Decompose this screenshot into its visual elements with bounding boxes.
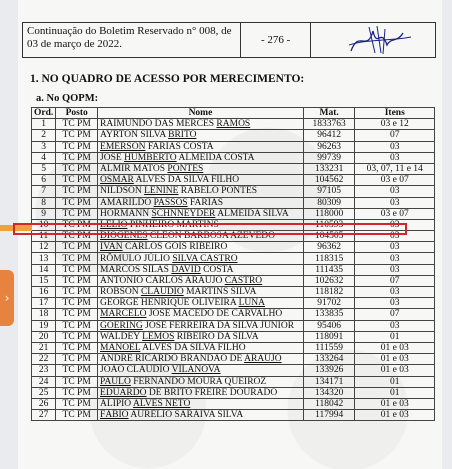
cell-mat: 118042: [303, 398, 355, 409]
cell-mat: 97105: [303, 186, 355, 197]
header-ord: Ord.: [32, 108, 56, 119]
cell-ord: 17: [32, 298, 56, 309]
cell-mat: 96362: [303, 242, 355, 253]
cell-ord: 12: [32, 242, 56, 253]
name-war-name: DAVID: [171, 264, 201, 275]
document-page: [18, 0, 442, 469]
cell-posto: TC PM: [56, 376, 98, 387]
name-part: ANTONIO CARLOS ARAÚJO: [100, 275, 225, 286]
name-part: ALÍPIO: [100, 398, 134, 409]
cell-mat: 91702: [303, 298, 355, 309]
cell-posto: TC PM: [56, 253, 98, 264]
cell-nome: [98, 197, 304, 208]
table-row: [32, 410, 435, 421]
cell-itens: 07: [355, 309, 435, 320]
cell-ord: 10: [32, 219, 56, 230]
header-mat: Mat.: [303, 108, 355, 119]
cell-posto: TC PM: [56, 264, 98, 275]
table-row: [32, 264, 435, 275]
name-part: FARIAS COSTA: [145, 141, 214, 152]
name-part: JOSÉ FERREIRA DA SILVA JÚNIOR: [142, 320, 295, 331]
name-part: PINHEIRO MARTINS: [127, 219, 219, 230]
cell-nome: [98, 398, 304, 409]
table-row: [32, 186, 435, 197]
cell-mat: 133231: [303, 163, 355, 174]
table-row: [32, 219, 435, 230]
name-part: MARCOS SILAS: [100, 264, 172, 275]
name-part: HORMANN: [100, 208, 152, 219]
name-war-name: SILVA CASTRO: [172, 253, 238, 264]
cell-mat: 1833763: [303, 119, 355, 130]
name-part: RIBEIRO DA SILVA: [174, 331, 259, 342]
cell-mat: 102632: [303, 275, 355, 286]
page-number: - 276 -: [241, 23, 311, 57]
cell-mat: 80309: [303, 197, 355, 208]
name-part: GEORGE HENRIQUE OLIVEIRA: [100, 298, 239, 309]
table-row: [32, 287, 435, 298]
cell-itens: 01 e 03: [355, 354, 435, 365]
table-row: [32, 242, 435, 253]
cell-mat: 118182: [303, 287, 355, 298]
cell-ord: 11: [32, 231, 56, 242]
cell-itens: 03 e 07: [355, 208, 435, 219]
cell-nome: [98, 119, 304, 130]
cell-ord: 8: [32, 197, 56, 208]
cell-nome: [98, 152, 304, 163]
name-part: MARTINS SILVA: [183, 287, 257, 298]
cell-mat: 110593: [303, 219, 355, 230]
cell-nome: [98, 365, 304, 376]
cell-itens: 03 e 12: [355, 119, 435, 130]
cell-posto: TC PM: [56, 152, 98, 163]
name-war-name: IVAN: [100, 242, 123, 253]
cell-nome: [98, 163, 304, 174]
cell-mat: 117994: [303, 410, 355, 421]
cell-nome: [98, 387, 304, 398]
cell-mat: 133264: [303, 354, 355, 365]
name-war-name: PAULO: [100, 376, 131, 387]
cell-posto: TC PM: [56, 331, 98, 342]
cell-mat: 111435: [303, 264, 355, 275]
cell-nome: [98, 320, 304, 331]
cell-posto: TC PM: [56, 231, 98, 242]
cell-mat: 104562: [303, 175, 355, 186]
chevron-right-icon: ›: [4, 291, 10, 305]
table-row: [32, 208, 435, 219]
cell-ord: 25: [32, 387, 56, 398]
cell-ord: 21: [32, 342, 56, 353]
cell-itens: 03: [355, 186, 435, 197]
cell-ord: 23: [32, 365, 56, 376]
table-row: [32, 130, 435, 141]
table-row: [32, 152, 435, 163]
cell-ord: 26: [32, 398, 56, 409]
cell-posto: TC PM: [56, 287, 98, 298]
cell-itens: 03: [355, 253, 435, 264]
name-part: ALVES DA SILVA FILHO: [133, 175, 240, 186]
name-war-name: CASTRO: [224, 275, 263, 286]
name-part: RABELO PONTES: [178, 186, 258, 197]
name-war-name: LÉLIO: [100, 219, 128, 230]
section-title: 1. NO QUADRO DE ACESSO POR MERECIMENTO:: [30, 73, 305, 85]
cell-nome: [98, 354, 304, 365]
side-panel-tab[interactable]: [0, 270, 14, 326]
cell-itens: 03: [355, 231, 435, 242]
name-war-name: FÁBIO: [100, 410, 129, 421]
cell-nome: [98, 242, 304, 253]
name-war-name: GOERING: [100, 320, 143, 331]
cell-posto: TC PM: [56, 197, 98, 208]
cell-ord: 7: [32, 186, 56, 197]
name-part: ANDRÉ RICARDO BRANDÃO DE: [100, 354, 245, 365]
cell-mat: 134171: [303, 376, 355, 387]
cell-mat: 96412: [303, 130, 355, 141]
cell-nome: [98, 264, 304, 275]
cell-mat: 133926: [303, 365, 355, 376]
name-part: JOÃO CLÁUDIO: [100, 365, 172, 376]
table-row: [32, 376, 435, 387]
name-part: JOSÉ: [100, 152, 125, 163]
cell-itens: 03: [355, 141, 435, 152]
cell-posto: TC PM: [56, 354, 98, 365]
cell-nome: [98, 175, 304, 186]
table-header-row: [32, 108, 435, 119]
name-war-name: DIÓGENES: [100, 231, 148, 242]
name-war-name: SCHNNEYDER: [151, 208, 216, 219]
cell-itens: 03, 07, 11 e 14: [355, 163, 435, 174]
name-part: RÔMULO JÚLIO: [100, 253, 173, 264]
cell-nome: [98, 219, 304, 230]
name-part: ALMEIDA SILVA: [215, 208, 289, 219]
name-part: AURÉLIO SARAIVA SILVA: [128, 410, 244, 421]
name-war-name: BRITO: [168, 130, 197, 141]
cell-mat: 133835: [303, 309, 355, 320]
cell-mat: 118091: [303, 331, 355, 342]
cell-ord: 24: [32, 376, 56, 387]
name-war-name: HUMBERTO: [124, 152, 177, 163]
cell-itens: 01 e 03: [355, 365, 435, 376]
cell-itens: 01: [355, 387, 435, 398]
table-row: [32, 231, 435, 242]
continuation-text: Continuação do Boletim Reservado n° 008, de 03 de março de 2022.: [23, 23, 241, 57]
cell-nome: [98, 141, 304, 152]
cell-ord: 13: [32, 253, 56, 264]
cell-itens: 03: [355, 242, 435, 253]
cell-ord: 27: [32, 410, 56, 421]
cell-ord: 20: [32, 331, 56, 342]
table-row: [32, 253, 435, 264]
table-row: [32, 342, 435, 353]
cell-itens: 03: [355, 320, 435, 331]
cell-mat: 96263: [303, 141, 355, 152]
cell-ord: 14: [32, 264, 56, 275]
bulletin-header: [22, 22, 436, 58]
pointer-arrow: [0, 225, 32, 231]
name-part: RAIMUNDO DAS MERCES: [100, 119, 217, 130]
name-part: AMARILDO: [100, 197, 154, 208]
name-war-name: VILANOVA: [171, 365, 221, 376]
table-row: [32, 197, 435, 208]
table-row: [32, 141, 435, 152]
table-row: [32, 320, 435, 331]
name-war-name: CLÁUDIO: [140, 287, 184, 298]
table-row: [32, 275, 435, 286]
signature: [311, 23, 435, 57]
cell-itens: 07: [355, 130, 435, 141]
cell-ord: 5: [32, 163, 56, 174]
cell-ord: 19: [32, 320, 56, 331]
name-part: DE BRITO FREIRE DOURADO: [146, 387, 278, 398]
name-part: FARIAS: [187, 197, 224, 208]
cell-nome: [98, 376, 304, 387]
cell-ord: 2: [32, 130, 56, 141]
cell-posto: TC PM: [56, 130, 98, 141]
cell-itens: 01 e 03: [355, 410, 435, 421]
table-row: [32, 398, 435, 409]
cell-nome: [98, 342, 304, 353]
cell-mat: 134320: [303, 387, 355, 398]
name-part: COSTA: [200, 264, 234, 275]
cell-itens: 01 e 03: [355, 342, 435, 353]
cell-ord: 3: [32, 141, 56, 152]
cell-posto: TC PM: [56, 119, 98, 130]
name-part: NILDSON: [100, 186, 145, 197]
name-war-name: ARAÚJO: [244, 354, 282, 365]
cell-itens: 01: [355, 376, 435, 387]
cell-itens: 03 e 07: [355, 175, 435, 186]
cell-nome: [98, 275, 304, 286]
cell-ord: 15: [32, 275, 56, 286]
cell-nome: [98, 331, 304, 342]
cell-mat: 99739: [303, 152, 355, 163]
table-row: [32, 309, 435, 320]
cell-posto: TC PM: [56, 410, 98, 421]
cell-itens: 03: [355, 287, 435, 298]
cell-posto: TC PM: [56, 398, 98, 409]
cell-itens: 07: [355, 275, 435, 286]
table-row: [32, 163, 435, 174]
cell-posto: TC PM: [56, 365, 98, 376]
cell-posto: TC PM: [56, 175, 98, 186]
name-part: ALVES DA SILVA FILHO: [140, 343, 246, 354]
cell-nome: [98, 253, 304, 264]
cell-posto: TC PM: [56, 342, 98, 353]
cell-nome: [98, 208, 304, 219]
name-part: JOSÉ MACEDO DE CARVALHO: [146, 309, 283, 320]
cell-itens: 03: [355, 264, 435, 275]
name-war-name: LEMOS: [142, 331, 175, 342]
table-row: [32, 331, 435, 342]
name-part: FERNANDO MOURA QUEIROZ: [130, 376, 267, 387]
header-itens: Itens: [355, 108, 435, 119]
cell-posto: TC PM: [56, 163, 98, 174]
name-part: ROBSON: [100, 287, 141, 298]
cell-mat: 111559: [303, 342, 355, 353]
cell-itens: 01 e 03: [355, 398, 435, 409]
viewer-left-margin: [0, 0, 18, 469]
cell-ord: 22: [32, 354, 56, 365]
cell-nome: [98, 309, 304, 320]
name-war-name: LUNA: [238, 298, 265, 309]
name-war-name: PONTES: [167, 164, 204, 175]
table-row: [32, 298, 435, 309]
header-nome: Nome: [98, 108, 304, 119]
name-war-name: OSMAR: [100, 175, 134, 186]
cell-mat: 95406: [303, 320, 355, 331]
cell-posto: TC PM: [56, 320, 98, 331]
name-war-name: ALVES NETO: [133, 398, 191, 409]
cell-ord: 1: [32, 119, 56, 130]
name-war-name: MANOEL: [100, 343, 141, 354]
name-war-name: PASSOS: [153, 197, 188, 208]
table-row: [32, 365, 435, 376]
cell-mat: 118000: [303, 208, 355, 219]
cell-posto: TC PM: [56, 298, 98, 309]
name-war-name: EDUARDO: [100, 387, 147, 398]
name-part: WALDEY: [100, 331, 143, 342]
promotion-table: [31, 107, 435, 421]
name-war-name: LENINE: [144, 186, 179, 197]
cell-ord: 6: [32, 175, 56, 186]
name-part: CLEON BARBOSA AZEVEDO: [147, 231, 275, 242]
header-posto: Posto: [56, 108, 98, 119]
cell-nome: [98, 130, 304, 141]
cell-itens: 03: [355, 298, 435, 309]
cell-itens: 01: [355, 331, 435, 342]
cell-itens: 03: [355, 197, 435, 208]
table-row: [32, 175, 435, 186]
cell-nome: [98, 287, 304, 298]
name-part: ALMIR MATOS: [100, 164, 168, 175]
cell-posto: TC PM: [56, 141, 98, 152]
cell-itens: 03: [355, 152, 435, 163]
name-part: CARLOS GÓIS RIBEIRO: [122, 242, 228, 253]
cell-nome: [98, 186, 304, 197]
cell-ord: 18: [32, 309, 56, 320]
cell-posto: TC PM: [56, 208, 98, 219]
cell-posto: TC PM: [56, 219, 98, 230]
cell-posto: TC PM: [56, 242, 98, 253]
cell-posto: TC PM: [56, 387, 98, 398]
subsection-title: a. No QOPM:: [36, 93, 99, 104]
cell-ord: 16: [32, 287, 56, 298]
cell-itens: 03: [355, 219, 435, 230]
name-war-name: MARCELO: [100, 309, 147, 320]
name-war-name: RAMOS: [216, 119, 251, 130]
table-row: [32, 387, 435, 398]
cell-nome: [98, 231, 304, 242]
cell-mat: 104505: [303, 231, 355, 242]
cell-nome: [98, 298, 304, 309]
cell-nome: [98, 410, 304, 421]
cell-posto: TC PM: [56, 309, 98, 320]
cell-posto: TC PM: [56, 186, 98, 197]
name-part: ALMEIDA COSTA: [176, 152, 255, 163]
cell-ord: 4: [32, 152, 56, 163]
name-war-name: EMERSON: [100, 141, 146, 152]
table-row: [32, 354, 435, 365]
name-part: AYRTON SILVA: [100, 130, 169, 141]
table-row: [32, 119, 435, 130]
cell-mat: 118315: [303, 253, 355, 264]
cell-posto: TC PM: [56, 275, 98, 286]
cell-ord: 9: [32, 208, 56, 219]
